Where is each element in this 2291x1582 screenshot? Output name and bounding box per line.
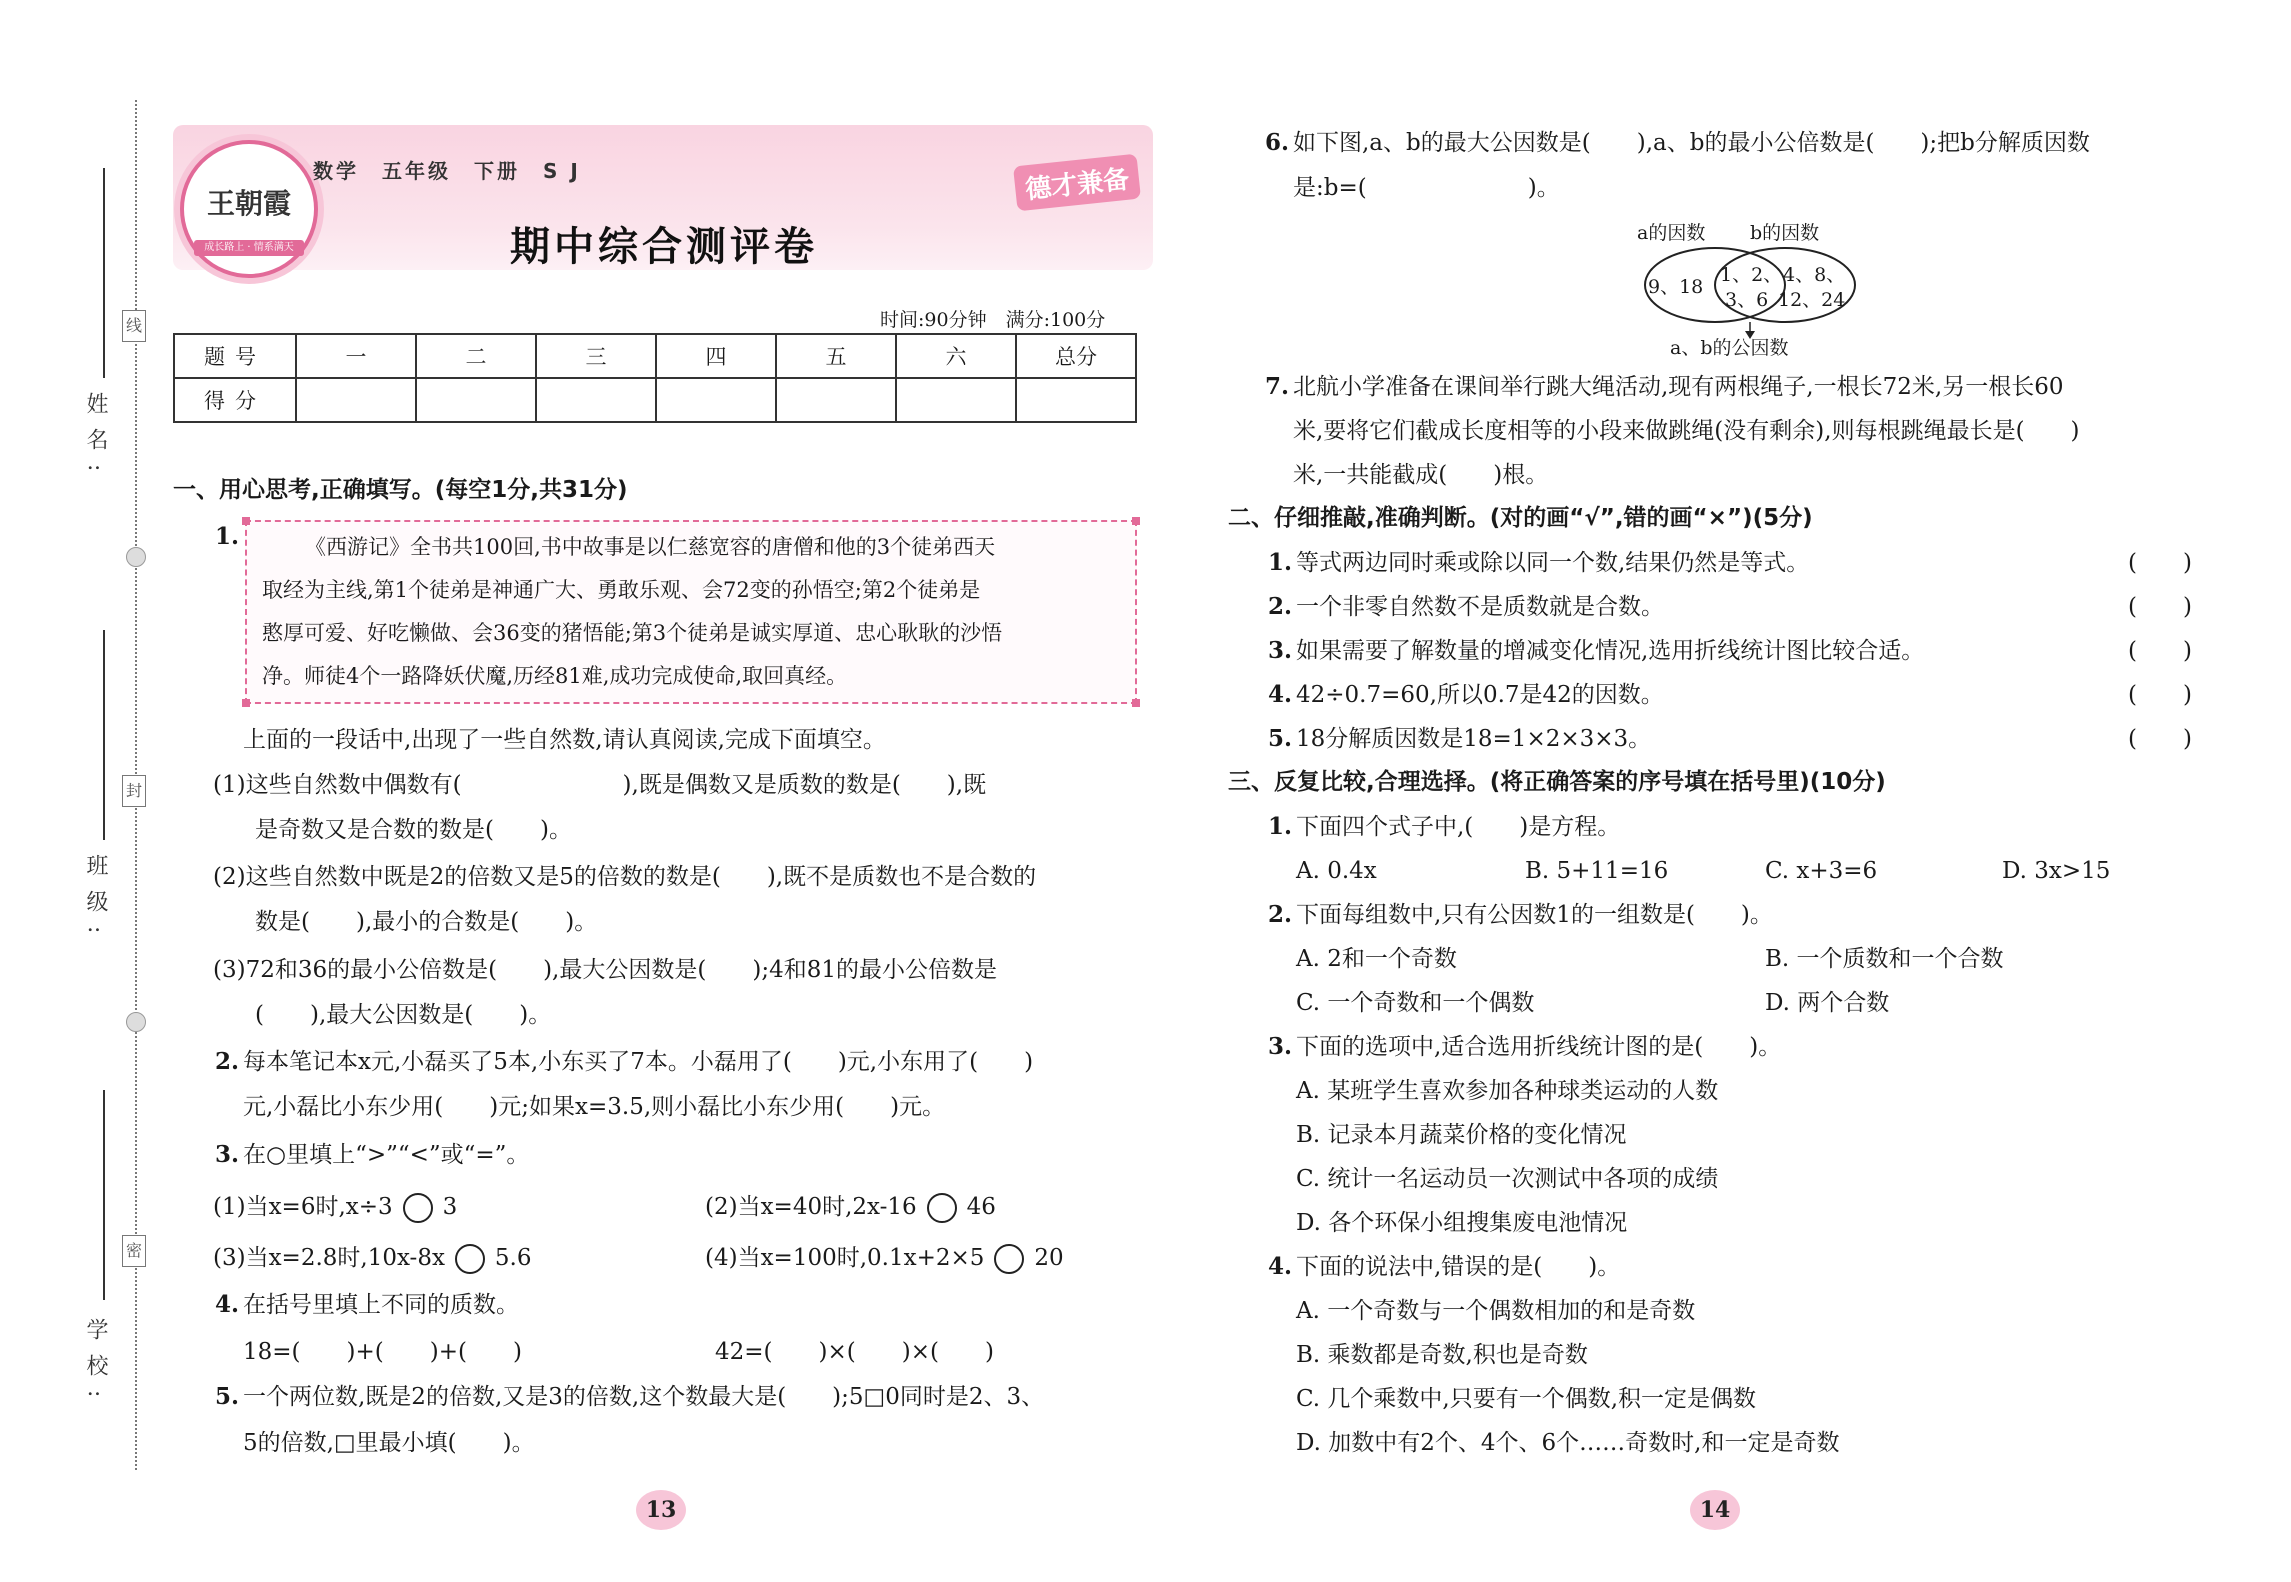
question-number: 3.: [1268, 1033, 1293, 1060]
judge-text: 42÷0.7=60,所以0.7是42的因数。: [1296, 682, 1664, 708]
question-text: 下面四个式子中,( )是方程。: [1296, 814, 1621, 840]
judge-answer-paren[interactable]: ( ): [2128, 682, 2192, 708]
question-number: 1.: [1268, 549, 1293, 576]
compare-circle[interactable]: [455, 1244, 485, 1274]
choice-option: D. 3x>15: [2002, 858, 2111, 884]
question-number: 4.: [215, 1291, 240, 1318]
score-cell[interactable]: [656, 378, 776, 422]
question-text: 每本笔记本x元,小磊买了5本,小东买了7本。小磊用了( )元,小东用了( ): [243, 1049, 1034, 1075]
table-cell: 总分: [1016, 334, 1136, 378]
compare-item: [705, 1192, 996, 1223]
choice-option: D. 两个合数: [1765, 990, 1890, 1016]
score-table-header-row: [174, 334, 1136, 378]
exam-title: 期中综合测评卷: [510, 224, 818, 270]
question-text: 42=( )×( )×( ): [715, 1339, 994, 1365]
choice-option: B. 记录本月蔬菜价格的变化情况: [1296, 1122, 1627, 1148]
score-cell[interactable]: [896, 378, 1016, 422]
question-text: 是:b=( )。: [1293, 175, 1560, 201]
venn-b-only-1: 4、8、: [1783, 264, 1846, 286]
question-text: 米,一共能截成( )根。: [1293, 462, 1549, 488]
score-cell[interactable]: [296, 378, 416, 422]
question-text: 一个两位数,既是2的倍数,又是3的倍数,这个数最大是( );5□0同时是2、3、: [243, 1384, 1045, 1410]
judge-text: 等式两边同时乘或除以同一个数,结果仍然是等式。: [1296, 550, 1810, 576]
page-number: 14: [1690, 1490, 1740, 1530]
choice-option: A. 0.4x: [1296, 858, 1377, 884]
question-text: 5的倍数,□里最小填( )。: [243, 1430, 535, 1456]
question-number: 6.: [1265, 129, 1290, 156]
question-number: 5.: [1268, 725, 1293, 752]
passage-line: 净。师徒4个一路降妖伏魔,历经81难,成功完成使命,取回真经。: [262, 664, 848, 688]
seal-seal: 封: [122, 775, 146, 807]
choice-option: C. 几个乘数中,只要有一个偶数,积一定是偶数: [1296, 1386, 1757, 1412]
question-text: 在括号里填上不同的质数。: [243, 1292, 519, 1318]
table-cell: 二: [416, 334, 536, 378]
venn-a-only: 9、18: [1648, 276, 1704, 298]
compare-circle[interactable]: [403, 1193, 433, 1223]
name-fill-line: [103, 168, 105, 378]
passage-line: 憨厚可爱、好吃懒做、会36变的猪悟能;第3个徒弟是诚实厚道、忠心耿耿的沙悟: [262, 621, 1003, 645]
compare-right: 3: [442, 1194, 458, 1220]
judge-answer-paren[interactable]: ( ): [2128, 594, 2192, 620]
question-text: (3)72和36的最小公倍数是( ),最大公因数是( );4和81的最小公倍数是: [213, 957, 997, 983]
table-cell: 三: [536, 334, 656, 378]
question-text: 下面的选项中,适合选用折线统计图的是( )。: [1296, 1034, 1782, 1060]
judge-text: 如果需要了解数量的增减变化情况,选用折线统计图比较合适。: [1296, 638, 1925, 664]
question-text: 数是( ),最小的合数是( )。: [255, 909, 598, 935]
venn-common-1: 1、2、: [1720, 264, 1783, 286]
compare-circle[interactable]: [927, 1193, 957, 1223]
score-cell[interactable]: [1016, 378, 1136, 422]
compare-item: [705, 1243, 1064, 1274]
score-cell[interactable]: [416, 378, 536, 422]
score-table: [173, 333, 1137, 423]
judge-text: 18分解质因数是18=1×2×3×3。: [1296, 726, 1652, 752]
passage-line: 《西游记》全书共100回,书中故事是以仁慈宽容的唐僧和他的3个徒弟西天: [305, 535, 996, 559]
question-number: 2.: [1268, 593, 1293, 620]
compare-right: 20: [1034, 1245, 1064, 1271]
venn-common-2: 3、6: [1725, 289, 1769, 311]
question-text: 下面每组数中,只有公因数1的一组数是( )。: [1296, 902, 1773, 928]
question-number: 4.: [1268, 681, 1293, 708]
question-number: 4.: [1268, 1253, 1293, 1280]
question-text: 下面的说法中,错误的是( )。: [1296, 1254, 1621, 1280]
question-number: 2.: [215, 1048, 240, 1075]
choice-option: B. 5+11=16: [1525, 858, 1669, 884]
table-cell: 五: [776, 334, 896, 378]
question-text: 北航小学准备在课间举行跳大绳活动,现有两根绳子,一根长72米,另一根长60: [1293, 374, 2064, 400]
question-text: 米,要将它们截成长度相等的小段来做跳绳(没有剩余),则每根跳绳最长是( ): [1293, 418, 2080, 444]
section-2-title: 二、仔细推敲,准确判断。(对的画“√”,错的画“×”)(5分): [1228, 505, 1813, 531]
choice-option: A. 某班学生喜欢参加各种球类运动的人数: [1296, 1078, 1719, 1104]
choice-option: B. 乘数都是奇数,积也是奇数: [1296, 1342, 1588, 1368]
passage-line: 取经为主线,第1个徒弟是神通广大、勇敢乐观、会72变的孙悟空;第2个徒弟是: [262, 578, 981, 602]
score-cell[interactable]: [776, 378, 896, 422]
compare-circle[interactable]: [994, 1244, 1024, 1274]
judge-answer-paren[interactable]: ( ): [2128, 726, 2192, 752]
choice-option: C. 统计一名运动员一次测试中各项的成绩: [1296, 1166, 1719, 1192]
score-table-score-row: [174, 378, 1136, 422]
compare-left: (2)当x=40时,2x-16: [705, 1194, 917, 1220]
table-cell: 题号: [174, 334, 296, 378]
choice-option: C. x+3=6: [1765, 858, 1878, 884]
name-label: 姓名:: [83, 392, 108, 486]
question-number: 1.: [1268, 813, 1293, 840]
venn-common-label: a、b的公因数: [1670, 337, 1789, 359]
choice-option: A. 一个奇数与一个偶数相加的和是奇数: [1296, 1298, 1696, 1324]
question-number: 7.: [1265, 373, 1290, 400]
class-label: 班级:: [83, 854, 108, 948]
venn-b-label: b的因数: [1750, 222, 1820, 244]
choice-option: B. 一个质数和一个合数: [1765, 946, 2004, 972]
section-1-title: 一、用心思考,正确填写。(每空1分,共31分): [173, 477, 628, 503]
question-text: 如下图,a、b的最大公因数是( ),a、b的最小公倍数是( );把b分解质因数: [1293, 130, 2090, 156]
table-cell: 六: [896, 334, 1016, 378]
choice-option: D. 各个环保小组搜集废电池情况: [1296, 1210, 1628, 1236]
time-info: 时间:90分钟 满分:100分: [880, 309, 1106, 331]
compare-item: [213, 1243, 532, 1274]
table-cell: 四: [656, 334, 776, 378]
judge-text: 一个非零自然数不是质数就是合数。: [1296, 594, 1664, 620]
binding-hole: [126, 547, 146, 567]
choice-option: A. 2和一个奇数: [1296, 946, 1457, 972]
compare-right: 46: [966, 1194, 996, 1220]
subject-line: 数学 五年级 下册 S J: [313, 159, 581, 183]
section-3-title: 三、反复比较,合理选择。(将正确答案的序号填在括号里)(10分): [1228, 769, 1886, 795]
school-label: 学校:: [83, 1318, 108, 1412]
venn-a-label: a的因数: [1637, 222, 1706, 244]
school-fill-line: [103, 1090, 105, 1300]
motto-badge: 德才兼备: [1013, 154, 1141, 212]
seal-line: 线: [122, 310, 146, 342]
compare-right: 5.6: [494, 1245, 532, 1271]
seal-secret: 密: [122, 1235, 146, 1267]
question-text: (1)这些自然数中偶数有( ),既是偶数又是质数的数是( ),既: [213, 772, 987, 798]
table-cell: 得分: [174, 378, 296, 422]
venn-b-only-2: 12、24: [1778, 289, 1846, 311]
binding-hole: [126, 1012, 146, 1032]
question-number: 1.: [215, 523, 240, 550]
judge-answer-paren[interactable]: ( ): [2128, 638, 2192, 664]
question-text: 18=( )+( )+( ): [243, 1339, 522, 1365]
question-text: (2)这些自然数中既是2的倍数又是5的倍数的数是( ),既不是质数也不是合数的: [213, 864, 1037, 890]
judge-answer-paren[interactable]: ( ): [2128, 550, 2192, 576]
question-text: 上面的一段话中,出现了一些自然数,请认真阅读,完成下面填空。: [243, 727, 886, 753]
choice-option: C. 一个奇数和一个偶数: [1296, 990, 1535, 1016]
question-number: 2.: [1268, 901, 1293, 928]
logo-ribbon: 成长路上 · 情系满天: [194, 240, 304, 256]
choice-option: D. 加数中有2个、4个、6个……奇数时,和一定是奇数: [1296, 1430, 1840, 1456]
question-number: 5.: [215, 1383, 240, 1410]
question-number: 3.: [215, 1141, 240, 1168]
question-text: 在○里填上“>”“<”或“=”。: [243, 1142, 530, 1168]
logo: [180, 140, 318, 278]
question-text: ( ),最大公因数是( )。: [255, 1002, 552, 1028]
compare-left: (4)当x=100时,0.1x+2×5: [705, 1245, 985, 1271]
logo-text: 王朝霞: [206, 187, 291, 220]
compare-left: (3)当x=2.8时,10x-8x: [213, 1245, 445, 1271]
compare-left: (1)当x=6时,x÷3: [213, 1194, 393, 1220]
class-fill-line: [103, 630, 105, 840]
question-text: 是奇数又是合数的数是( )。: [255, 817, 572, 843]
compare-item: [213, 1192, 457, 1223]
page-number: 13: [636, 1490, 686, 1530]
question-text: 元,小磊比小东少用( )元;如果x=3.5,则小磊比小东少用( )元。: [243, 1094, 946, 1120]
score-cell[interactable]: [536, 378, 656, 422]
question-number: 3.: [1268, 637, 1293, 664]
table-cell: 一: [296, 334, 416, 378]
